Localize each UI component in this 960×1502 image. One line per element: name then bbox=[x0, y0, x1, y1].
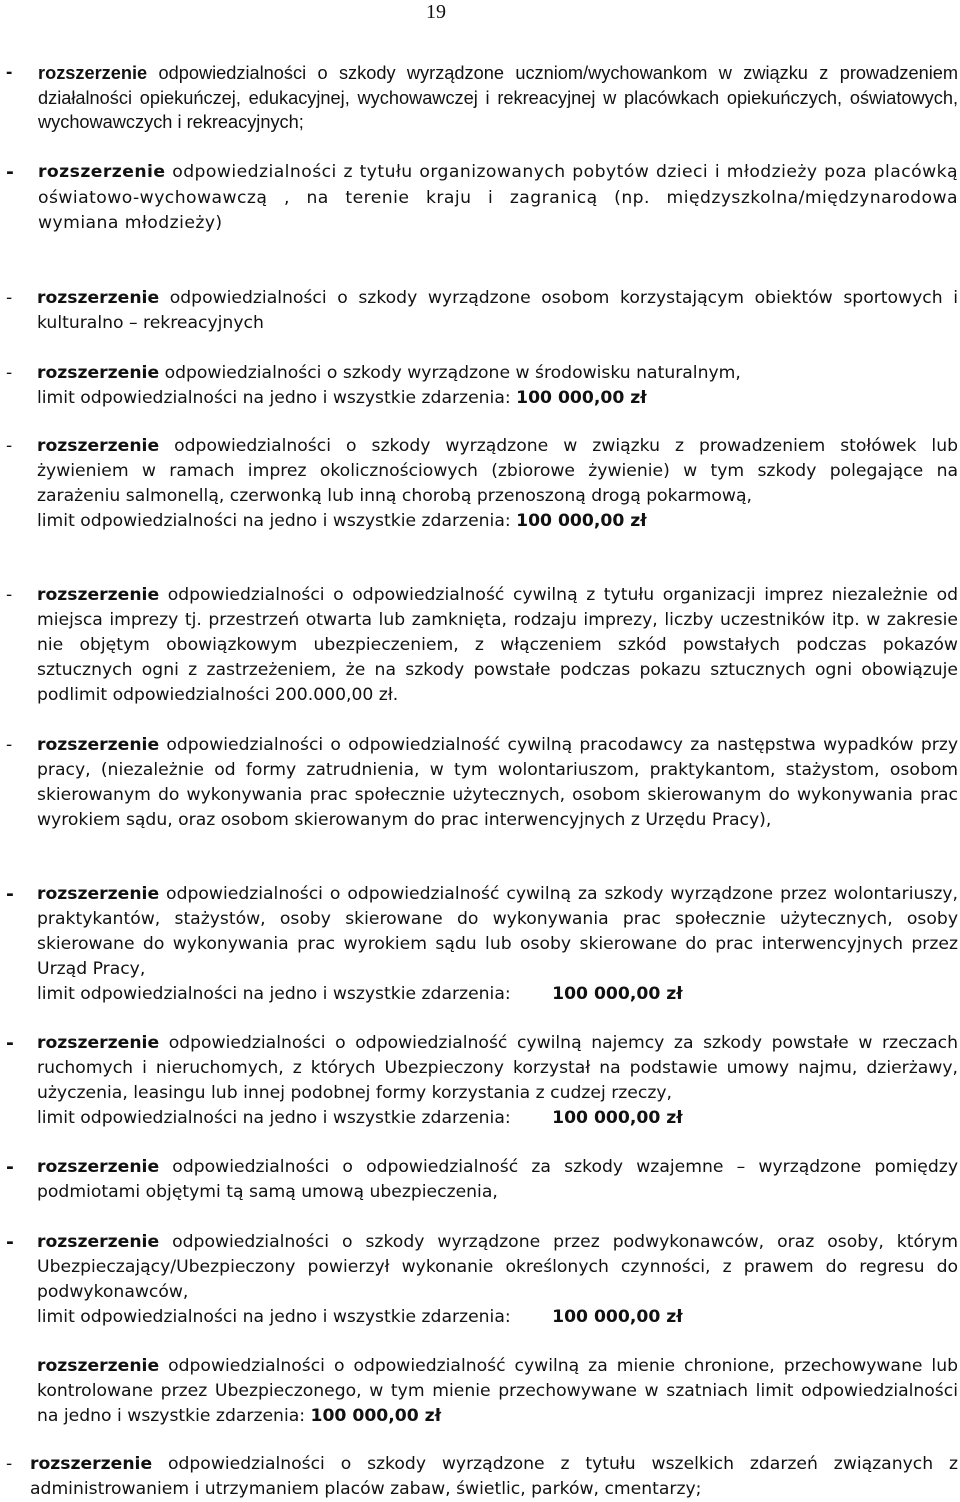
list-item bbox=[0, 733, 958, 833]
bullet-dash: - bbox=[6, 363, 13, 383]
item-keyword: rozszerzenie bbox=[37, 363, 160, 383]
bullet-dash: - bbox=[6, 1032, 14, 1054]
item-text: odpowiedzialności o szkody wyrządzone osobom korzystającym obiektów sportowych i kulturalno – rekreacyjnych bbox=[37, 288, 958, 333]
list-item bbox=[0, 61, 958, 135]
item-keyword: rozszerzenie bbox=[37, 1033, 160, 1053]
item-keyword: rozszerzenie bbox=[37, 1356, 160, 1376]
list-item bbox=[0, 1452, 958, 1502]
bullet-dash: - bbox=[6, 288, 13, 308]
limit-label: limit odpowiedzialności na jedno i wszystkie zdarzenia: bbox=[37, 984, 511, 1004]
list-item bbox=[0, 361, 958, 411]
bullet-dash: - bbox=[6, 1231, 14, 1253]
list-item bbox=[0, 286, 958, 336]
item-keyword: rozszerzenie bbox=[37, 1232, 160, 1252]
list-item bbox=[0, 882, 958, 1007]
item-keyword: rozszerzenie bbox=[38, 63, 148, 83]
item-text: odpowiedzialności o odpowiedzialność cywilną z tytułu organizacji imprez niezależnie od miejsca imprezy tj. przestrzeń otwarta lub zamknięta, rodzaju imprezy, liczby uczestników itp. w zakresie nie objętym obowiązkowym ubezpieczeniem, z włączeniem szkód powstałych podczas pokazów sztucznych ogni z zastrzeżeniem, że na szkody powstałe podczas pokazu sztucznych ogni obowiązuje podlimit odpowiedzialności 200.000,00 zł. bbox=[37, 585, 958, 705]
list-item bbox=[0, 160, 958, 237]
item-text: odpowiedzialności o odpowiedzialność cywilną pracodawcy za następstwa wypadków przy pracy, (niezależnie od formy zatrudnienia, w tym wolontariuszom, praktykantom, stażystom, osobom skierowanym do wykonywania prac społecznie użytecznych, osobom skierowanym do wykonywania prac wyrokiem sądu, oraz osobom skierowanym do prac interwencyjnych z Urzędu Pracy), bbox=[37, 735, 958, 830]
bullet-dash: - bbox=[6, 883, 14, 905]
item-text: odpowiedzialności o szkody wyrządzone z tytułu wszelkich zdarzeń związanych z administrowaniem i utrzymaniem placów zabaw, świetlic, parków, cmentarzy; bbox=[30, 1454, 958, 1499]
bullet-dash: - bbox=[6, 436, 13, 456]
limit-amount: 100 000,00 zł bbox=[552, 1108, 683, 1128]
item-text: odpowiedzialności o odpowiedzialność cywilną za szkody wyrządzone przez wolontariuszy, praktykantów, stażystów, osoby skierowane do wykonywania prac społecznie użytecznych, osoby skierowane do wykonywania prac wyrokiem sądu lub osoby skierowane do prac interwencyjnych przez Urząd Pracy, bbox=[37, 884, 958, 979]
list-item bbox=[0, 1230, 958, 1330]
item-keyword: rozszerzenie bbox=[37, 288, 160, 308]
bullet-dash: - bbox=[6, 1454, 13, 1474]
item-text: odpowiedzialności o odpowiedzialność za szkody wzajemne – wyrządzone pomiędzy podmiotami objętymi tą samą umową ubezpieczenia, bbox=[37, 1157, 958, 1202]
item-text: odpowiedzialności o odpowiedzialność cywilną za mienie chronione, przechowywane lub kontrolowane przez Ubezpieczonego, w tym mienie przechowywane w szatniach limit odpowiedzialności na jedno i wszystkie zdarzenia: bbox=[37, 1356, 958, 1426]
limit-label: limit odpowiedzialności na jedno i wszystkie zdarzenia: bbox=[37, 388, 511, 408]
item-text: odpowiedzialności o szkody wyrządzone w środowisku naturalnym, bbox=[159, 363, 741, 383]
list-item bbox=[0, 1031, 958, 1131]
list-item bbox=[0, 1354, 958, 1429]
item-keyword: rozszerzenie bbox=[30, 1454, 153, 1474]
list-item bbox=[0, 583, 958, 708]
bullet-dash: - bbox=[6, 161, 15, 183]
item-text: odpowiedzialności z tytułu organizowanych pobytów dzieci i młodzieży poza placówką oświatowo-wychowawczą , na terenie kraju i zagranicą (np. międzyszkolna/międzynarodowa wymiana młodzieży) bbox=[38, 162, 958, 233]
item-text: odpowiedzialności o szkody wyrządzone uczniom/wychowankom w związku z prowadzeniem działalności opiekuńczej, edukacyjnej, wychowawczej i rekreacyjnej w placówkach opiekuńczych, oświatowych, wychowawczych i rekreacyjnych; bbox=[38, 63, 958, 133]
bullet-dash: - bbox=[6, 735, 13, 755]
item-text: odpowiedzialności o szkody wyrządzone przez podwykonawców, oraz osoby, którym Ubezpieczający/Ubezpieczony powierzył wykonanie określonych czynności, z prawem do regresu do podwykonawców, bbox=[37, 1232, 958, 1302]
limit-amount: 100 000,00 zł bbox=[552, 1307, 683, 1327]
bullet-dash: - bbox=[6, 62, 13, 83]
item-keyword: rozszerzenie bbox=[37, 735, 160, 755]
limit-amount: 100 000,00 zł bbox=[310, 1406, 442, 1426]
limit-amount: 100 000,00 zł bbox=[552, 984, 683, 1004]
item-keyword: rozszerzenie bbox=[38, 162, 166, 182]
item-keyword: rozszerzenie bbox=[37, 1157, 160, 1177]
limit-label: limit odpowiedzialności na jedno i wszystkie zdarzenia: bbox=[37, 1307, 511, 1327]
limit-amount: 100 000,00 zł bbox=[516, 511, 647, 531]
item-keyword: rozszerzenie bbox=[37, 884, 160, 904]
item-keyword: rozszerzenie bbox=[37, 436, 160, 456]
page-number: 19 bbox=[426, 1, 446, 23]
limit-amount: 100 000,00 zł bbox=[516, 388, 647, 408]
limit-label: limit odpowiedzialności na jedno i wszystkie zdarzenia: bbox=[37, 1108, 511, 1128]
bullet-dash: - bbox=[6, 1156, 14, 1178]
limit-label: limit odpowiedzialności na jedno i wszystkie zdarzenia: bbox=[37, 511, 511, 531]
list-item bbox=[0, 434, 958, 534]
item-text: odpowiedzialności o odpowiedzialność cywilną najemcy za szkody powstałe w rzeczach ruchomych i nieruchomych, z których Ubezpieczony korzystał na podstawie umowy najmu, dzierżawy, użyczenia, leasingu lub innej podobnej formy korzystania z cudzej rzeczy, bbox=[37, 1033, 958, 1103]
item-keyword: rozszerzenie bbox=[37, 585, 160, 605]
list-item bbox=[0, 1155, 958, 1205]
item-text: odpowiedzialności o szkody wyrządzone w związku z prowadzeniem stołówek lub żywieniem w ramach imprez okolicznościowych (zbiorowe żywienie) w tym szkody polegające na zarażeniu salmonellą, czerwonką lub inną chorobą przenoszoną drogą pokarmową, bbox=[37, 436, 958, 506]
bullet-dash: - bbox=[6, 585, 13, 605]
